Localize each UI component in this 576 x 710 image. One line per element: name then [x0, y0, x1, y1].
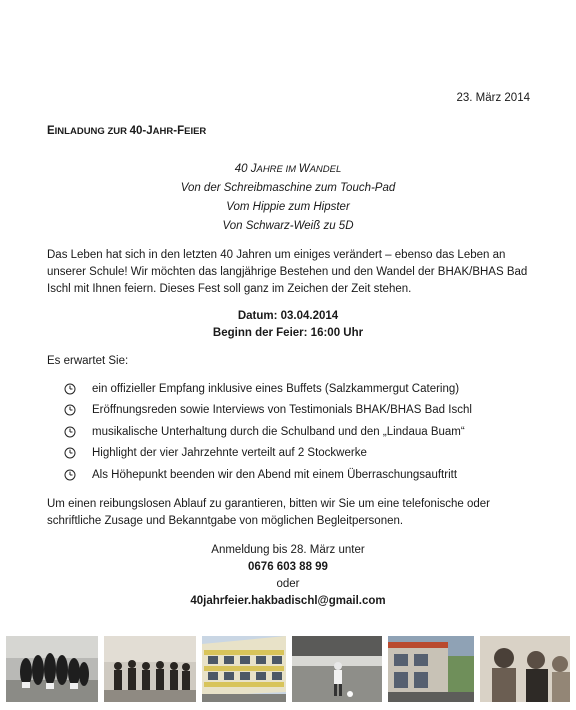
- subtitle-line-2: Von der Schreibmaschine zum Touch-Pad: [180, 182, 396, 194]
- list-item: [64, 421, 472, 443]
- photo-strip: [0, 636, 576, 702]
- subtitle-line-3: Vom Hippie zum Hipster: [226, 201, 350, 213]
- list-item: [64, 443, 472, 465]
- subtitle-line-4: Von Schwarz-Weiß zu 5D: [222, 220, 354, 232]
- intro-paragraph: Das Leben hat sich in den letzten 40 Jahren um einiges verändert – ebenso das Leben an unserer Schule! Wir möchten das langjährige Bestehen und den Wandel der BHAK/BHAS Bad Ischl mit Ihnen feiern. Dieses Fest soll ganz im Zeichen der Zeit stehen.: [47, 249, 528, 295]
- subtitle-line-1: 40 JAHRE IM WANDEL: [234, 163, 342, 175]
- closing-paragraph: Um einen reibungslosen Ablauf zu garantieren, bitten wir Sie um eine telefonische oder schriftliche Zusage und Bekanntgabe von möglichen Begleitpersonen.: [47, 498, 491, 527]
- expect-label: Es erwartet Sie:: [47, 355, 129, 367]
- list-item: [64, 464, 472, 486]
- list-item: [64, 400, 472, 422]
- clock-icon: [64, 426, 76, 438]
- or-label: oder: [276, 578, 300, 590]
- portrait-photo: [480, 636, 570, 702]
- letter-date: 23. März 2014: [456, 92, 530, 104]
- group-photo: [6, 636, 98, 702]
- school-entrance-photo: [388, 636, 474, 702]
- list-item-text: Als Höhepunkt beenden wir den Abend mit einem Überraschungsauftritt: [92, 468, 458, 481]
- clock-icon: [64, 469, 76, 481]
- clock-icon: [64, 404, 76, 416]
- subtitle-block: [0, 160, 576, 236]
- list-item-text: ein offizieller Empfang inklusive eines Buffets (Salzkammergut Catering): [92, 382, 460, 395]
- invitation-heading: EINLADUNG ZUR 40-JAHR-FEIER: [47, 125, 207, 137]
- registration-deadline: Anmeldung bis 28. März unter: [211, 544, 365, 556]
- list-item-text: Eröffnungsreden sowie Interviews von Testimonials BHAK/BHAS Bad Ischl: [92, 404, 472, 417]
- list-item-text: Highlight der vier Jahrzehnte verteilt auf 2 Stockwerke: [92, 447, 367, 460]
- clock-icon: [64, 383, 76, 395]
- email-address: 40jahrfeier.hakbadischl@gmail.com: [190, 595, 386, 607]
- list-item: [64, 378, 472, 400]
- event-start-time: Beginn der Feier: 16:00 Uhr: [212, 327, 364, 339]
- program-list: [64, 378, 472, 486]
- clock-icon: [64, 447, 76, 459]
- soccer-photo: [292, 636, 382, 702]
- event-date: Datum: 03.04.2014: [237, 310, 339, 322]
- building-photo: [202, 636, 286, 702]
- list-item-text: musikalische Unterhaltung durch die Schulband und den „Lindaua Buam“: [92, 425, 465, 438]
- class-photo: [104, 636, 196, 702]
- phone-number: 0676 603 88 99: [248, 561, 328, 573]
